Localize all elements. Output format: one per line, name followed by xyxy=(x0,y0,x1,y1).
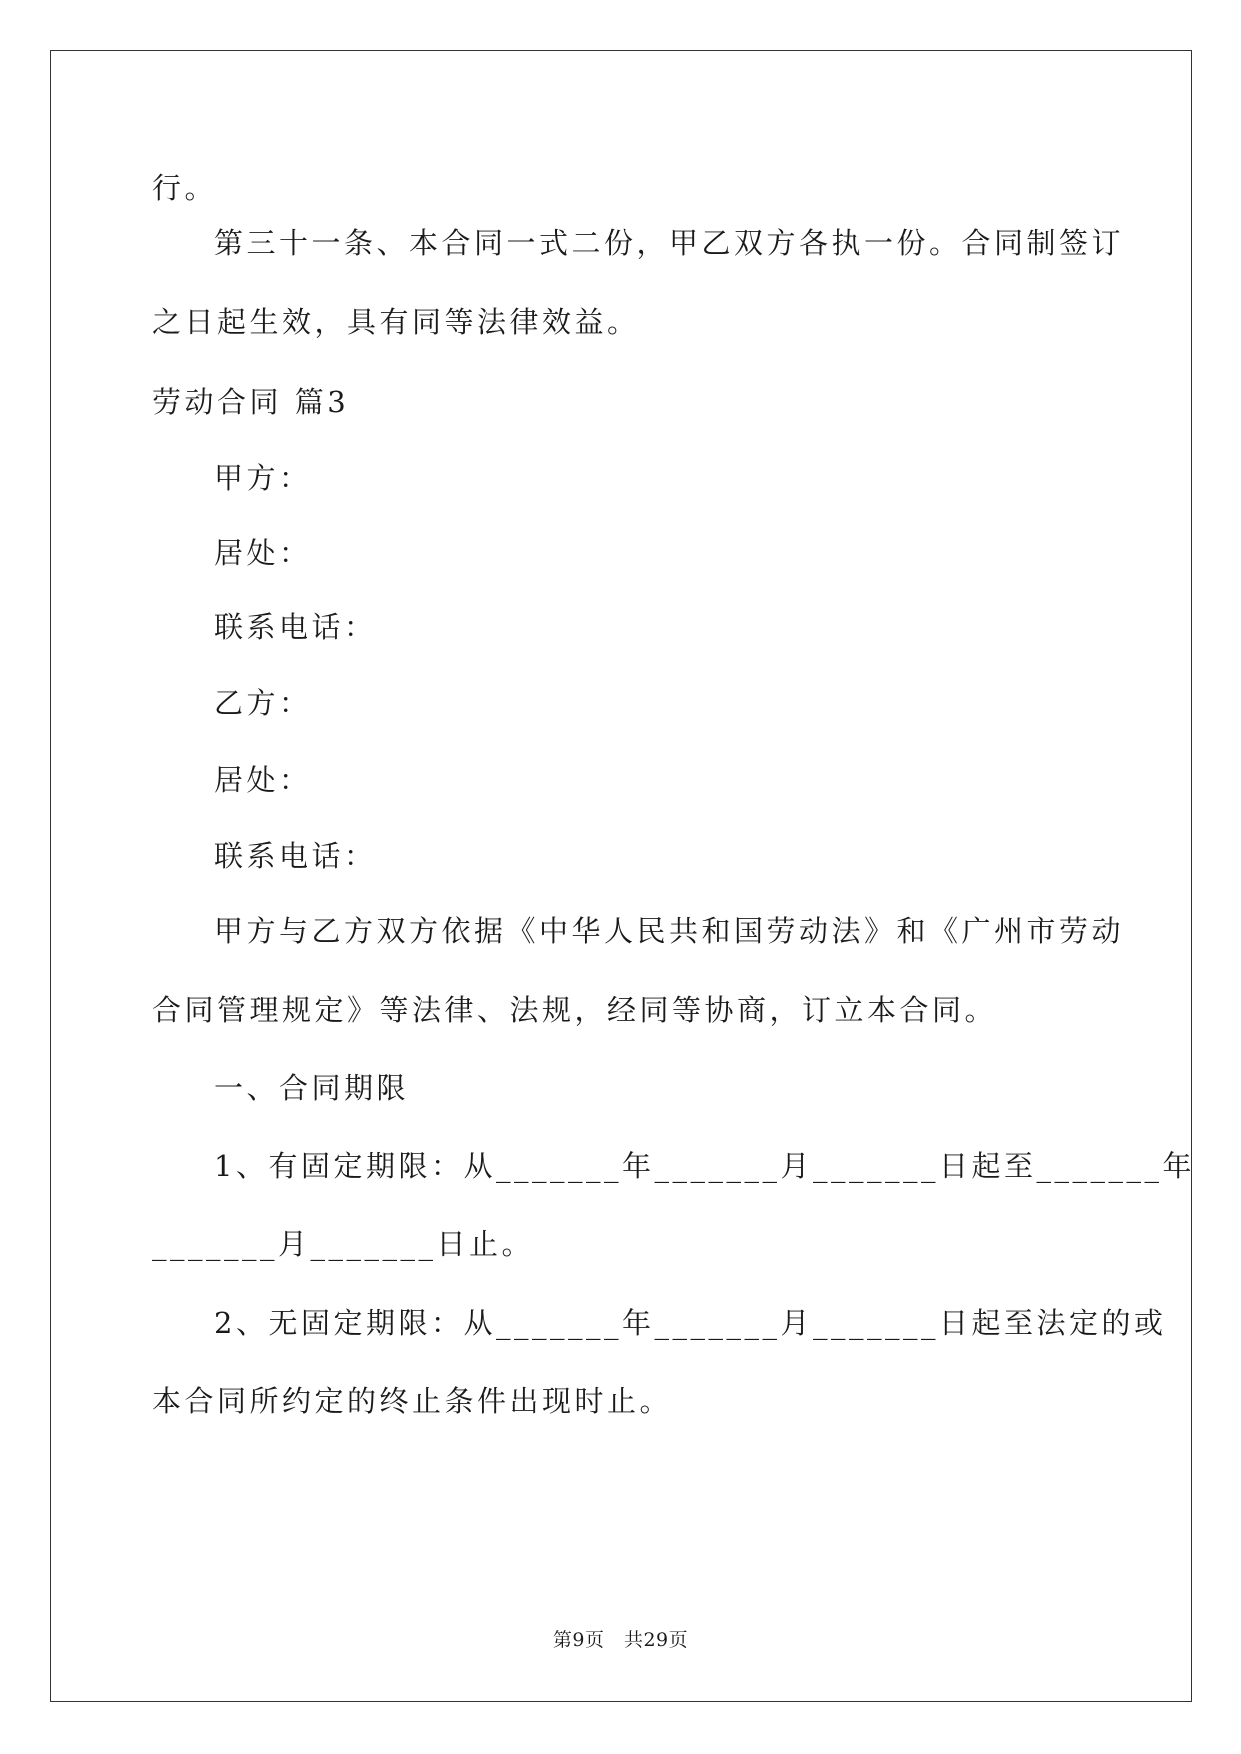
party-b-address-label: 居处： xyxy=(214,763,312,797)
party-a-phone-label: 联系电话： xyxy=(214,610,377,644)
page-border xyxy=(50,50,1192,1702)
party-b-phone-label: 联系电话： xyxy=(214,839,377,873)
clause-heading-term: 一、合同期限 xyxy=(214,1071,410,1105)
section-heading: 劳动合同 篇3 xyxy=(152,385,350,419)
preamble-line-2: 合同管理规定》等法律、法规，经同等协商，订立本合同。 xyxy=(152,993,998,1027)
fixed-term-line-1: 1、有固定期限：从_______年_______月_______日起至_______年 xyxy=(214,1149,1195,1183)
article-31-line-1: 第三十一条、本合同一式二份，甲乙双方各执一份。合同制签订 xyxy=(214,226,1125,260)
article-31-line-2: 之日起生效，具有同等法律效益。 xyxy=(152,305,640,339)
party-a-address-label: 居处： xyxy=(214,536,312,570)
party-b-label: 乙方： xyxy=(214,686,312,720)
preamble-line-1: 甲方与乙方双方依据《中华人民共和国劳动法》和《广州市劳动 xyxy=(214,914,1125,948)
open-term-line-1: 2、无固定期限：从_______年_______月_______日起至法定的或 xyxy=(214,1306,1167,1340)
party-a-label: 甲方： xyxy=(214,461,312,495)
open-term-line-2: 本合同所约定的终止条件出现时止。 xyxy=(152,1384,673,1418)
paragraph-continuation: 行。 xyxy=(152,171,218,205)
fixed-term-line-2: _______月_______日止。 xyxy=(152,1227,535,1261)
page-number: 第9页 共29页 xyxy=(552,1629,689,1651)
